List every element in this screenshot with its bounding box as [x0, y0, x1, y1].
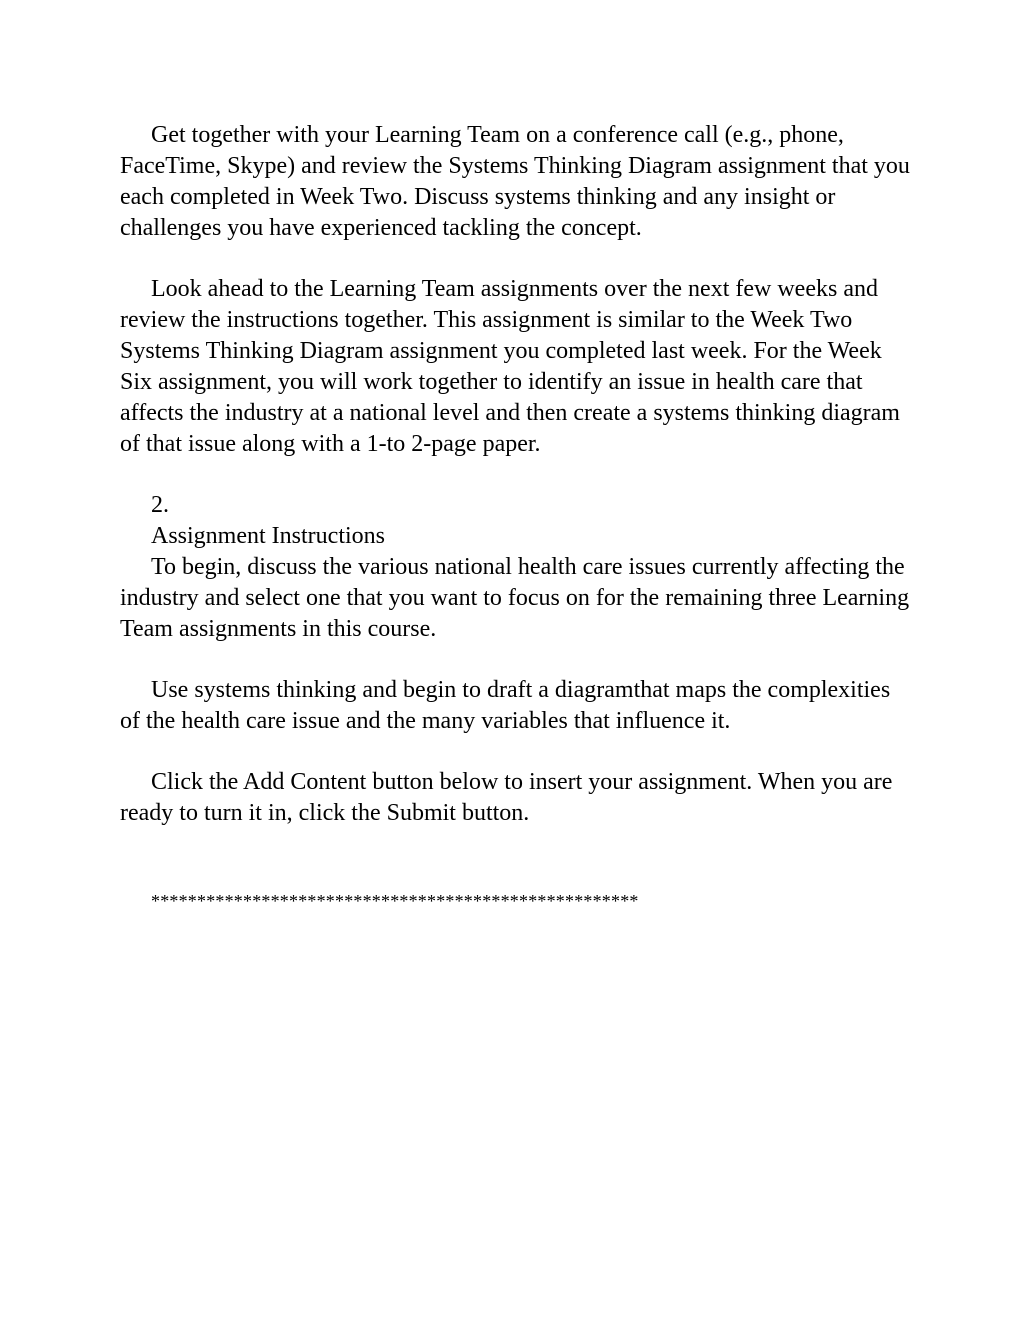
instruction-submit: Click the Add Content button below to insert your assignment. When you are ready to turn it in, click the Submit button. — [120, 769, 893, 826]
separator-line: ***************************************************** — [151, 891, 639, 911]
spacer — [120, 859, 910, 889]
document-body — [120, 120, 910, 913]
instruction-begin: To begin, discuss the various national health care issues currently affecting the industry and select one that you want to focus on for the remaining three Learning Team assignments in this course. — [120, 554, 910, 642]
paragraph-look-ahead: Look ahead to the Learning Team assignments over the next few weeks and review the instructions together. This assignment is similar to the Week Two Systems Thinking Diagram assignment you completed last week. For the Week Six assignment, you will work together to identify an issue in health care that affects the industry at a national level and then create a systems thinking diagram of that issue along with a 1-to 2-page paper. — [120, 276, 900, 457]
paragraph-conference-call: Get together with your Learning Team on a conference call (e.g., phone, FaceTime, Skype) and review the Systems Thinking Diagram assignment that you each completed in Week Two. Discuss systems thinking and any insight or challenges you have experienced tackling the concept. — [120, 122, 910, 241]
section-heading: Assignment Instructions — [151, 523, 385, 549]
item-number: 2. — [151, 492, 169, 518]
instruction-diagram: Use systems thinking and begin to draft a diagramthat maps the complexities of the health care issue and the many variables that influence it. — [120, 677, 891, 734]
